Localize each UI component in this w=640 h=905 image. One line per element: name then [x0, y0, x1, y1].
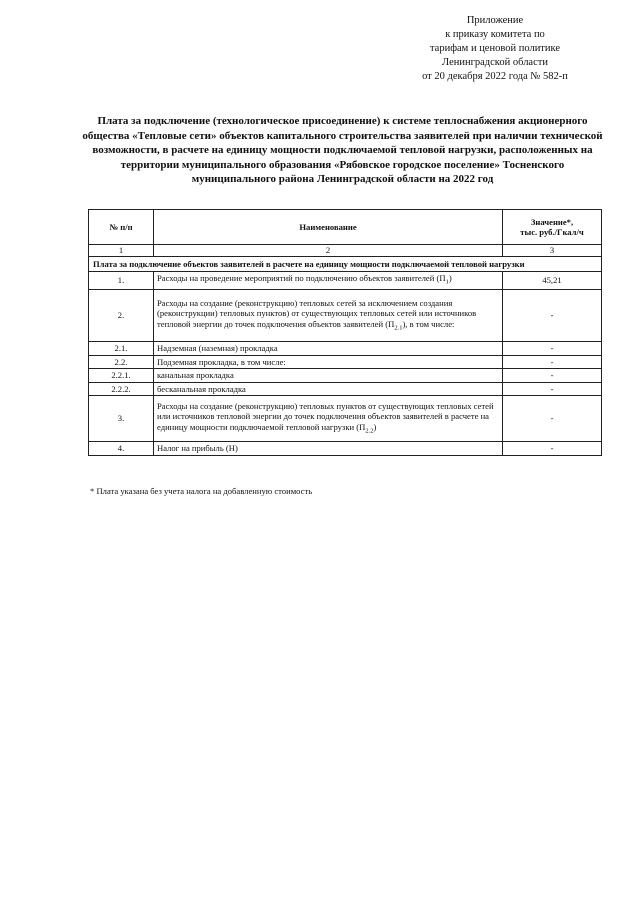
row-value: -	[503, 369, 602, 383]
row-name	[154, 369, 503, 383]
row-number: 2.2.	[89, 355, 154, 369]
table-row	[89, 369, 602, 383]
row-value: -	[503, 382, 602, 396]
row-number: 2.2.2.	[89, 382, 154, 396]
row-value: -	[503, 396, 602, 442]
index-cell: 1	[89, 245, 154, 257]
appendix-line: Ленинградской области	[442, 57, 548, 68]
footnote: * Плата указана без учета налога на добавленную стоимость	[90, 486, 313, 496]
index-cell: 3	[503, 245, 602, 257]
row-name	[154, 355, 503, 369]
group-row	[89, 256, 602, 272]
header-num: № п/п	[89, 210, 154, 245]
table-row	[89, 396, 602, 442]
row-value: -	[503, 290, 602, 342]
row-number: 2.	[89, 290, 154, 342]
fee-table	[88, 209, 602, 456]
header-name: Наименование	[154, 210, 503, 245]
row-name	[154, 290, 503, 342]
appendix-date-line: от 20 декабря 2022 года № 582-п	[422, 71, 568, 82]
row-name-text: канальная прокладка	[157, 370, 234, 381]
row-name-text: Подземная прокладка, в том числе:	[157, 356, 286, 367]
row-number: 4.	[89, 442, 154, 456]
group-row-label: Плата за подключение объектов заявителей в расчете на единицу мощности подключаемой тепловой нагрузки	[89, 256, 602, 272]
row-number: 3.	[89, 396, 154, 442]
index-row	[89, 245, 602, 257]
row-number: 2.2.1.	[89, 369, 154, 383]
document-title: Плата за подключение (технологическое присоединение) к системе теплоснабжения акционерного общества «Тепловые сети» объектов капитального строительства заявителей при наличии технической возможности, в расчете на единицу мощности подключаемой тепловой нагрузки, расположенных на территории муниципального образования «Рябовское городское поселение» Тосненского муниципального района Ленинградской области на 2022 год	[82, 115, 603, 185]
table-row	[89, 342, 602, 356]
table-row	[89, 290, 602, 342]
row-name-tail: )	[448, 273, 452, 283]
row-name	[154, 442, 503, 456]
header-value-line2: тыс. руб./Гкал/ч	[520, 227, 584, 237]
row-name	[154, 396, 503, 442]
row-name-text: Расходы на создание (реконструкцию) тепловых пунктов от существующих тепловых сетей или источников тепловой энергии до точек подключения объектов заявителей в расчете на единицу мощности подключаемой тепловой нагрузки (П	[157, 400, 494, 432]
row-name-text: бесканальная прокладка	[157, 383, 246, 394]
row-name-text: Расходы на проведение мероприятий по подключению объектов заявителей (П	[157, 273, 446, 283]
table-header-row	[89, 210, 602, 245]
row-name-tail: )	[373, 421, 377, 432]
row-name-text: Налог на прибыль (Н)	[157, 443, 238, 454]
row-name	[154, 382, 503, 396]
header-value-line1: Значение*,	[530, 216, 574, 227]
table-row	[89, 382, 602, 396]
row-number: 1.	[89, 272, 154, 290]
row-value: 45,21	[503, 272, 602, 290]
row-name-text: Расходы на создание (реконструкцию) тепловых сетей за исключением создания (реконструкции) тепловых пунктов) от существующих тепловых сетей или источников тепловой энергии до точек подключения объектов заявителей (П	[157, 297, 477, 329]
row-name	[154, 272, 503, 290]
index-cell: 2	[154, 245, 503, 257]
row-name	[154, 342, 503, 356]
appendix-line: к приказу комитета по	[445, 29, 545, 40]
row-value: -	[503, 442, 602, 456]
table-row	[89, 355, 602, 369]
row-name-subscript: 2.1	[394, 324, 403, 332]
row-value: -	[503, 342, 602, 356]
row-name-tail: ), в том числе:	[402, 318, 455, 329]
appendix-line: Приложение	[466, 15, 524, 26]
table-row	[89, 442, 602, 456]
row-name-text: Надземная (наземная) прокладка	[157, 343, 278, 354]
row-name-subscript: 2.2	[365, 427, 374, 435]
appendix-block	[400, 14, 590, 84]
row-number: 2.1.	[89, 342, 154, 356]
table-row	[89, 272, 602, 290]
row-value: -	[503, 355, 602, 369]
row-name-subscript: 1	[445, 278, 449, 286]
header-value	[503, 210, 602, 245]
appendix-line: тарифам и ценовой политике	[429, 43, 561, 54]
